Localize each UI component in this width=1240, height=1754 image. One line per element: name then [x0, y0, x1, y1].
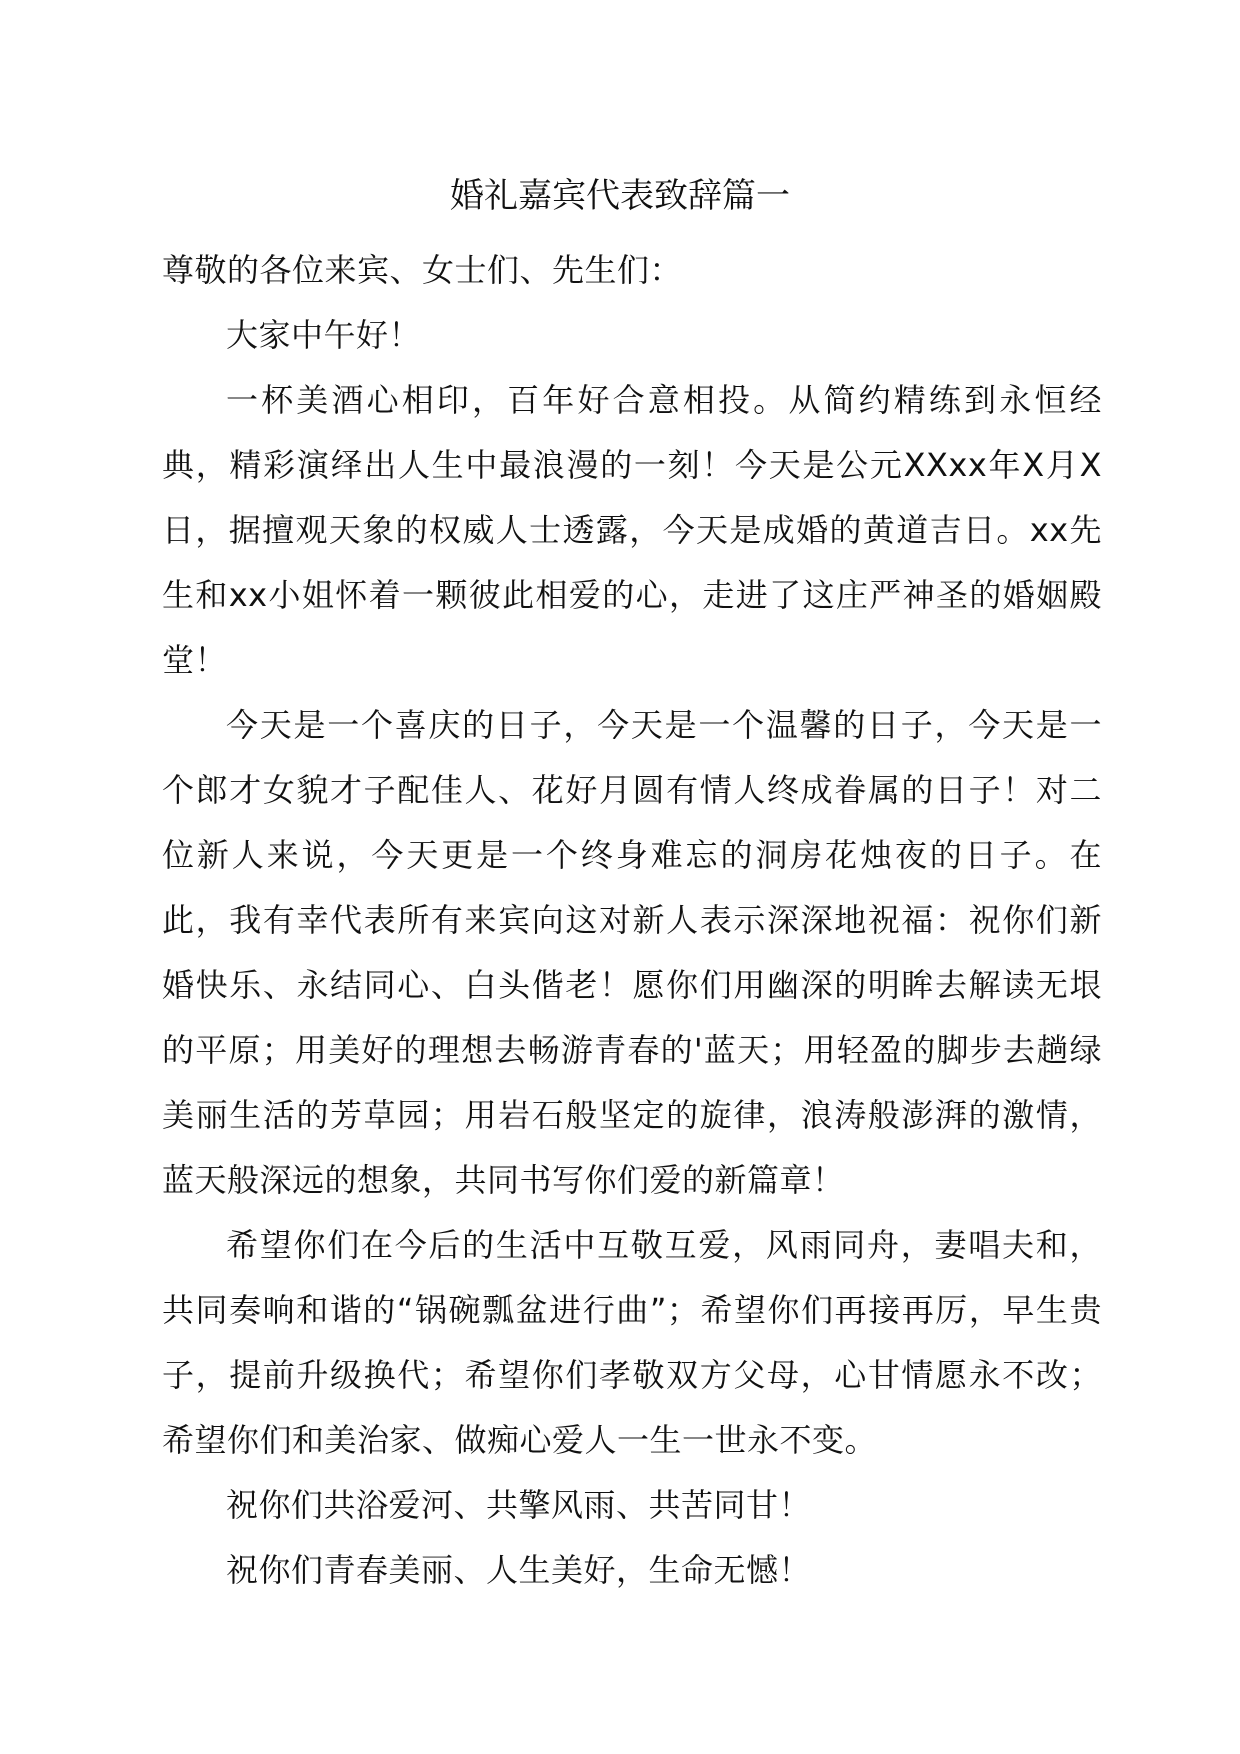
- document-title: 婚礼嘉宾代表致辞篇一: [450, 176, 790, 216]
- paragraph-greeting: 大家中午好！: [226, 316, 422, 354]
- paragraph-wish-1: 祝你们共浴爱河、共擎风雨、共苦同甘！: [226, 1486, 812, 1524]
- paragraph-opening: 一杯美酒心相印，百年好合意相投。从简约精练到永恒经典，精彩演绎出人生中最浪漫的一刻！今天是公元XXxx年X月X日，据擅观天象的权威人士透露，今天是成婚的黄道吉日。xx先生和xx小姐怀着一颗彼此相爱的心，走进了这庄严神圣的婚姻殿堂！: [162, 381, 1102, 679]
- paragraph-hopes: 希望你们在今后的生活中互敬互爱，风雨同舟，妻唱夫和，共同奏响和谐的“锅碗瓢盆进行曲”；希望你们再接再厉，早生贵子，提前升级换代；希望你们孝敬双方父母，心甘情愿永不改；希望你们和美治家、做痴心爱人一生一世永不变。: [162, 1226, 1102, 1459]
- document-body: [162, 238, 1102, 1603]
- paragraph-blessing: 今天是一个喜庆的日子，今天是一个温馨的日子，今天是一个郎才女貌才子配佳人、花好月圆有情人终成眷属的日子！对二位新人来说，今天更是一个终身难忘的洞房花烛夜的日子。在此，我有幸代表所有来宾向这对新人表示深深地祝福：祝你们新婚快乐、永结同心、白头偕老！愿你们用幽深的明眸去解读无垠的平原；用美好的理想去畅游青春的'蓝天；用轻盈的脚步去趟绿美丽生活的芳草园；用岩石般坚定的旋律，浪涛般澎湃的激情，蓝天般深远的想象，共同书写你们爱的新篇章！: [162, 706, 1102, 1199]
- paragraph-wish-2: 祝你们青春美丽、人生美好，生命无憾！: [226, 1551, 812, 1589]
- salutation: 尊敬的各位来宾、女士们、先生们：: [162, 251, 683, 289]
